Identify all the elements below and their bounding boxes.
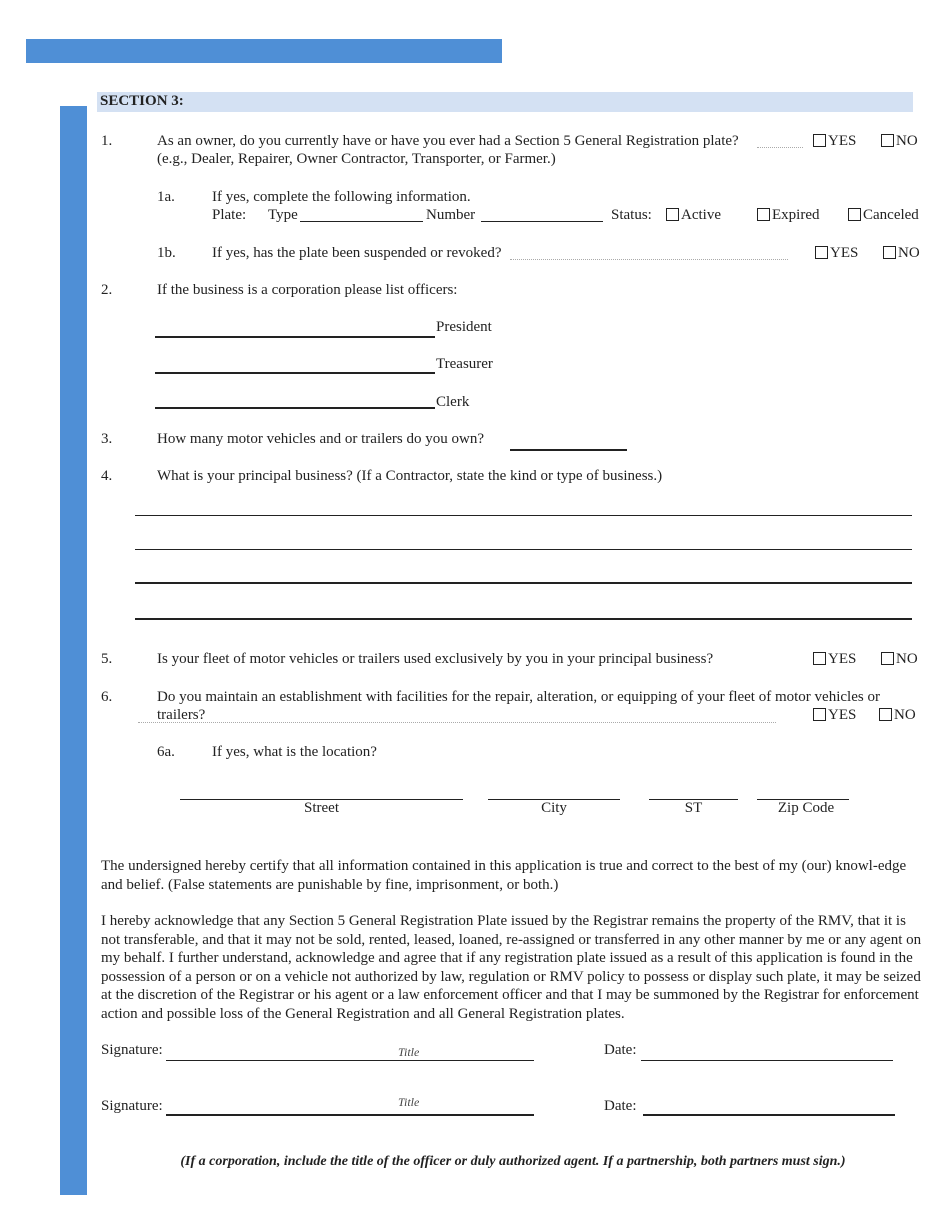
- q1b-no-option[interactable]: [883, 245, 920, 262]
- section-header: [97, 92, 913, 112]
- q5-yes-checkbox[interactable]: [813, 652, 826, 665]
- plate-type-field[interactable]: [300, 221, 423, 222]
- q6-no-option[interactable]: [879, 707, 916, 724]
- business-line-4[interactable]: [135, 618, 912, 620]
- officer-president-label: President: [436, 319, 492, 335]
- q1b-yes-option[interactable]: [815, 245, 858, 262]
- footer-note: (If a corporation, include the title of the officer or duly authorized agent. If a partnership, both partners must sign.): [180, 1154, 846, 1169]
- q6-no-label: NO: [894, 707, 916, 723]
- city-label: City: [541, 800, 567, 816]
- status-active-option[interactable]: [666, 207, 721, 224]
- date-2-label: Date:: [604, 1098, 637, 1114]
- q5-text: Is your fleet of motor vehicles or trailers used exclusively by you in your principal business?: [157, 651, 714, 667]
- status-expired-label: Expired: [772, 207, 820, 223]
- q2-number: 2.: [101, 282, 113, 298]
- q1b-yes-checkbox[interactable]: [815, 246, 828, 259]
- vehicle-count-field[interactable]: [510, 449, 627, 451]
- plate-number-field[interactable]: [481, 221, 603, 222]
- status-expired-option[interactable]: [757, 207, 819, 224]
- signature-1-label: Signature:: [101, 1042, 163, 1058]
- q6-number: 6.: [101, 689, 113, 705]
- q1-number: 1.: [101, 133, 113, 149]
- date-1-field[interactable]: [641, 1060, 893, 1061]
- q6a-number: 6a.: [157, 744, 175, 760]
- president-field[interactable]: [155, 336, 435, 338]
- officer-treasurer-label: Treasurer: [436, 356, 493, 372]
- acknowledge-paragraph: I hereby acknowledge that any Section 5 General Registration Plate issued by the Registrar remains the property of the RMV, that it is not transferable, and that it may not be sold, rented, leased, loaned, re-assigned or transferred in any other manner by me or any agent on my behalf. I further understand, acknowledge and agree that if any registration plate issued as a result of this application is found in the possession of a person or on a vehicle not authorized by law, regulation or RMV policy to possess or display such plate, it may be seized at the discretion of the Registrar or his agent or a law enforcement officer and that I may be summoned by the Registrar for enforcement action and possible loss of the General Registration and all General Registration plates.: [101, 913, 922, 1022]
- q3-number: 3.: [101, 431, 113, 447]
- certify-paragraph: The undersigned hereby certify that all information contained in this application is true and correct to the best of my (our) knowl-edge and belief. (False statements are punishable by fine, imprisonment, or both.): [101, 858, 907, 893]
- q4-number: 4.: [101, 468, 113, 484]
- q1a-number: 1a.: [157, 189, 175, 205]
- q1b-number: 1b.: [157, 245, 176, 261]
- q6-text: Do you maintain an establishment with facilities for the repair, alteration, or equipping of your fleet of motor vehicles or: [157, 689, 880, 705]
- q1-no-checkbox[interactable]: [881, 134, 894, 147]
- q1b-dot-leader: [510, 259, 788, 260]
- status-canceled-option[interactable]: [848, 207, 919, 224]
- business-line-2[interactable]: [135, 549, 912, 550]
- q6-dot-leader: [138, 722, 776, 723]
- zip-label: Zip Code: [777, 800, 835, 816]
- clerk-field[interactable]: [155, 407, 435, 409]
- signature-1-title-label: Title: [398, 1045, 420, 1059]
- q1-yes-label: YES: [828, 133, 857, 149]
- sidebar-accent-bar: [60, 106, 87, 1195]
- plate-status-label: Status:: [611, 207, 652, 223]
- status-active-label: Active: [681, 207, 721, 223]
- q6-yes-option[interactable]: [813, 707, 856, 724]
- q1-no-label: NO: [896, 133, 918, 149]
- q1-no-option[interactable]: [881, 133, 918, 150]
- q5-yes-option[interactable]: [813, 651, 856, 668]
- plate-label: Plate:: [212, 207, 247, 223]
- status-canceled-label: Canceled: [863, 207, 919, 223]
- status-expired-checkbox[interactable]: [757, 208, 770, 221]
- treasurer-field[interactable]: [155, 372, 435, 374]
- q1b-text: If yes, has the plate been suspended or revoked?: [212, 245, 502, 261]
- plate-type-label: Type: [268, 207, 298, 223]
- q5-no-option[interactable]: [881, 651, 918, 668]
- q6-text-cont: trailers?: [157, 707, 206, 723]
- q1-yes-option[interactable]: [813, 133, 856, 150]
- signature-2-title-label: Title: [398, 1095, 420, 1109]
- state-label: ST: [684, 800, 703, 816]
- section-title: SECTION 3:: [100, 93, 184, 109]
- q2-text: If the business is a corporation please list officers:: [157, 282, 458, 298]
- q6-no-checkbox[interactable]: [879, 708, 892, 721]
- officer-clerk-label: Clerk: [436, 394, 470, 410]
- q6a-text: If yes, what is the location?: [212, 744, 377, 760]
- q5-yes-label: YES: [828, 651, 857, 667]
- q1-subtext: (e.g., Dealer, Repairer, Owner Contractor, Transporter, or Farmer.): [157, 151, 556, 167]
- q1-yes-checkbox[interactable]: [813, 134, 826, 147]
- q1b-no-checkbox[interactable]: [883, 246, 896, 259]
- business-line-3[interactable]: [135, 582, 912, 584]
- q1-dot-leader: [757, 147, 803, 148]
- date-2-field[interactable]: [643, 1114, 895, 1116]
- street-label: Street: [304, 800, 339, 816]
- date-1-label: Date:: [604, 1042, 637, 1058]
- status-active-checkbox[interactable]: [666, 208, 679, 221]
- q6-yes-label: YES: [828, 707, 857, 723]
- signature-1-field[interactable]: [166, 1060, 534, 1061]
- q5-no-checkbox[interactable]: [881, 652, 894, 665]
- q1a-text: If yes, complete the following information.: [212, 189, 471, 205]
- q1b-no-label: NO: [898, 245, 920, 261]
- business-line-1[interactable]: [135, 515, 912, 516]
- header-accent-bar: [26, 39, 502, 63]
- q1-text: As an owner, do you currently have or have you ever had a Section 5 General Registration plate?: [157, 133, 739, 149]
- q5-no-label: NO: [896, 651, 918, 667]
- q4-text: What is your principal business? (If a Contractor, state the kind or type of business.): [157, 468, 663, 484]
- status-canceled-checkbox[interactable]: [848, 208, 861, 221]
- plate-number-label: Number: [426, 207, 476, 223]
- q3-text: How many motor vehicles and or trailers do you own?: [157, 431, 485, 447]
- signature-2-label: Signature:: [101, 1098, 163, 1114]
- q6-yes-checkbox[interactable]: [813, 708, 826, 721]
- signature-2-field[interactable]: [166, 1114, 534, 1116]
- q1b-yes-label: YES: [830, 245, 859, 261]
- q5-number: 5.: [101, 651, 113, 667]
